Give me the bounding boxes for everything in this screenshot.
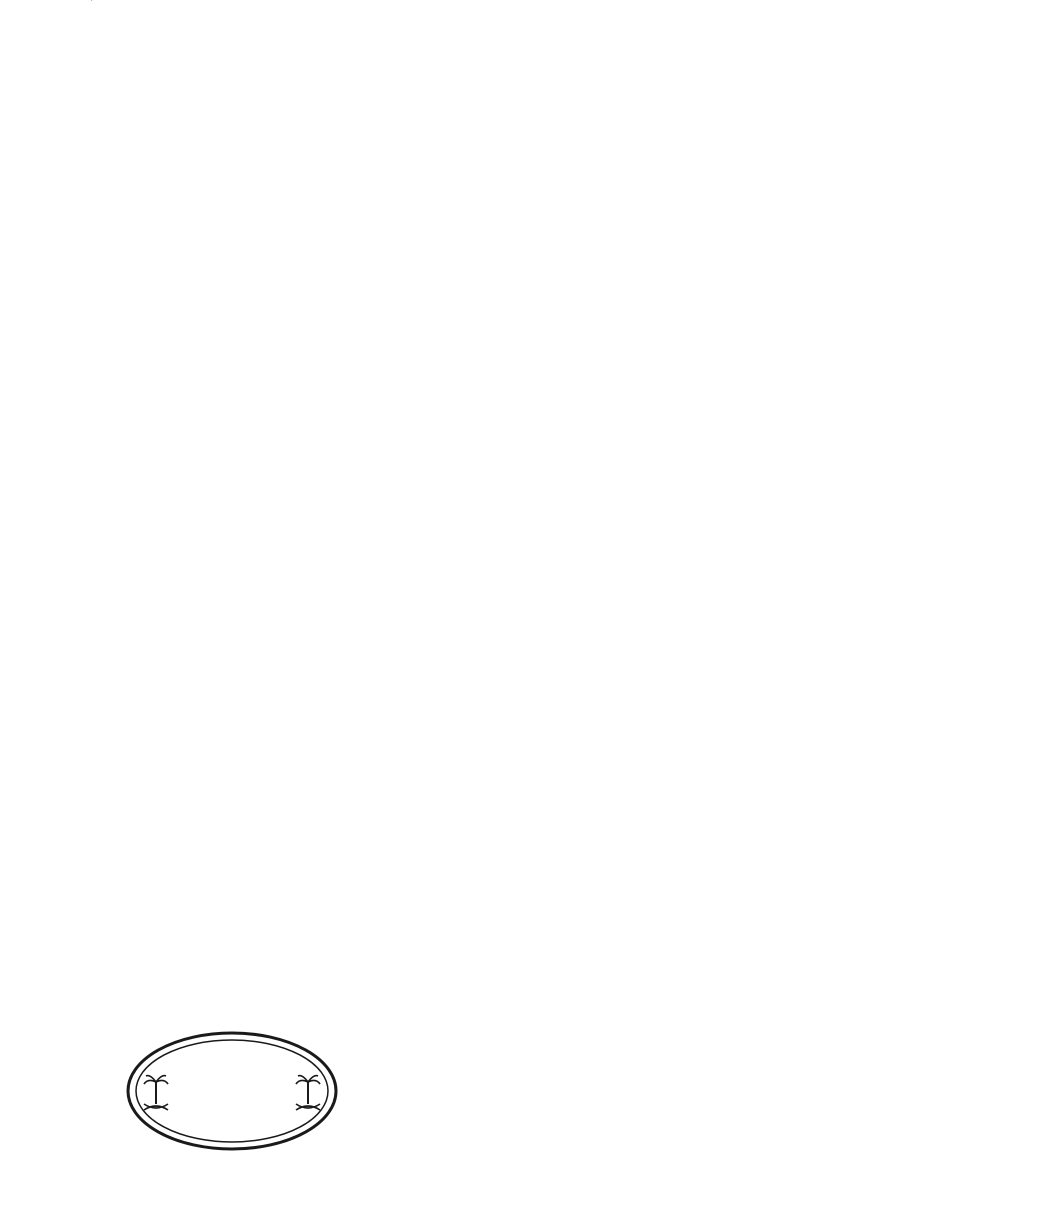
- emblem-right-icon: [296, 1076, 320, 1110]
- stamp-inner-ring: [136, 1040, 328, 1142]
- stamp-outer-ring: [128, 1033, 336, 1149]
- emblem-left-icon: [144, 1076, 168, 1110]
- corner-mark: [90, 0, 106, 7]
- official-stamp: [124, 1030, 340, 1152]
